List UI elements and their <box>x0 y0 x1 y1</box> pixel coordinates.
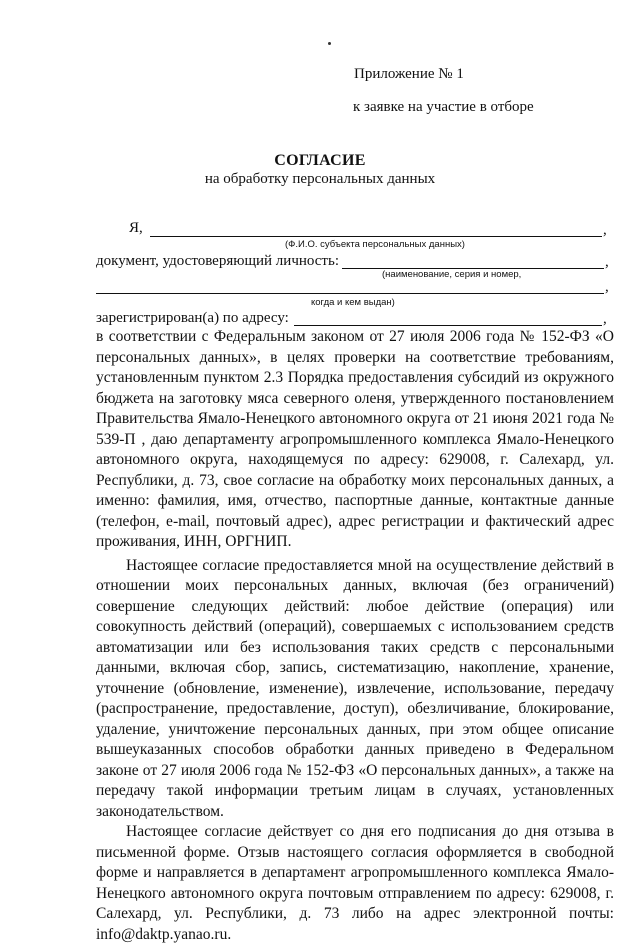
consent-paragraph-legal-basis: в соответствии с Федеральным законом от 27 июля 2006 года № 152-ФЗ «О персональных данных», в целях проверки на соответствие требованиям, установленным пунктом 2.3 Порядка предоставления субсидий из окружного бюджета на заготовку мяса северного оленя, утвержденного постановлением Правительства Ямало-Ненецкого автономного округа от 21 июня 2021 года № 539-П , даю департаменту агропромышленного комплекса Ямало-Ненецкого автономного округа, находящемуся по адресу: 629008, г. Салехард, ул. Республики, д. 73, свое согласие на обработку моих персональных данных, а именно: фамилия, имя, отчество, паспортные данные, контактные данные (телефон, e-mail, почтовый адрес), адрес регистрации и фактический адрес проживания, ИНН, ОРГНИП. <box>96 328 614 550</box>
fio-hint: (Ф.И.О. субъекта персональных данных) <box>285 239 465 250</box>
issued-by-hint: когда и кем выдан) <box>311 297 395 308</box>
scan-dot <box>328 42 331 45</box>
fio-line-comma: , <box>603 222 607 238</box>
registration-address-input-line[interactable] <box>294 325 602 326</box>
document-subtitle: на обработку персональных данных <box>204 171 436 187</box>
consent-paragraph-validity: Настоящее согласие действует со дня его подписания до дня отзыва в письменной форме. Отзыв настоящего согласия оформляется в свободной форме и направляется в департамент агропромышленного комплекса Ямало-Ненецкого автономного округа почтовым отправлением по адресу: 629008, г. Салехард, ул. Республики, д. 73 либо на адрес электронной почты: info@daktp.yanao.ru. <box>96 823 614 943</box>
issued-line-comma: , <box>605 279 609 295</box>
doc-line-comma: , <box>605 254 609 270</box>
annex-subtitle: к заявке на участие в отборе <box>353 99 534 115</box>
reg-line-comma: , <box>603 311 607 327</box>
issued-by-input-line[interactable] <box>96 293 604 294</box>
fio-input-line[interactable] <box>150 236 602 237</box>
id-document-label: документ, удостоверяющий личность: <box>96 253 339 269</box>
registration-address-label: зарегистрирован(а) по адресу: <box>96 310 289 326</box>
annex-number: Приложение № 1 <box>354 66 464 82</box>
i-label: Я, <box>129 220 143 236</box>
consent-body <box>96 327 614 945</box>
consent-paragraph-actions: Настоящее согласие предоставляется мной на осуществление действий в отношении моих персональных данных, включая (без ограничений) совершение следующих действий: любое действие (операция) или совокупность действий (операций), совершаемых с использованием средств автоматизации или без использования таких средств с персональными данными, включая сбор, запись, систематизацию, накопление, хранение, уточнение (обновление, изменение), извлечение, использование, передачу (распространение, предоставление, доступ), обезличивание, блокирование, удаление, уничтожение персональных данных, при этом общее описание вышеуказанных способов обработки данных приведено в Федеральном законе от 27 июля 2006 года № 152-ФЗ «О персональных данных», а также на передачу такой информации третьим лицам в случаях, установленных законодательством. <box>96 556 614 820</box>
document-title: СОГЛАСИЕ <box>274 152 366 169</box>
id-document-hint: (наименование, серия и номер, <box>382 269 522 280</box>
